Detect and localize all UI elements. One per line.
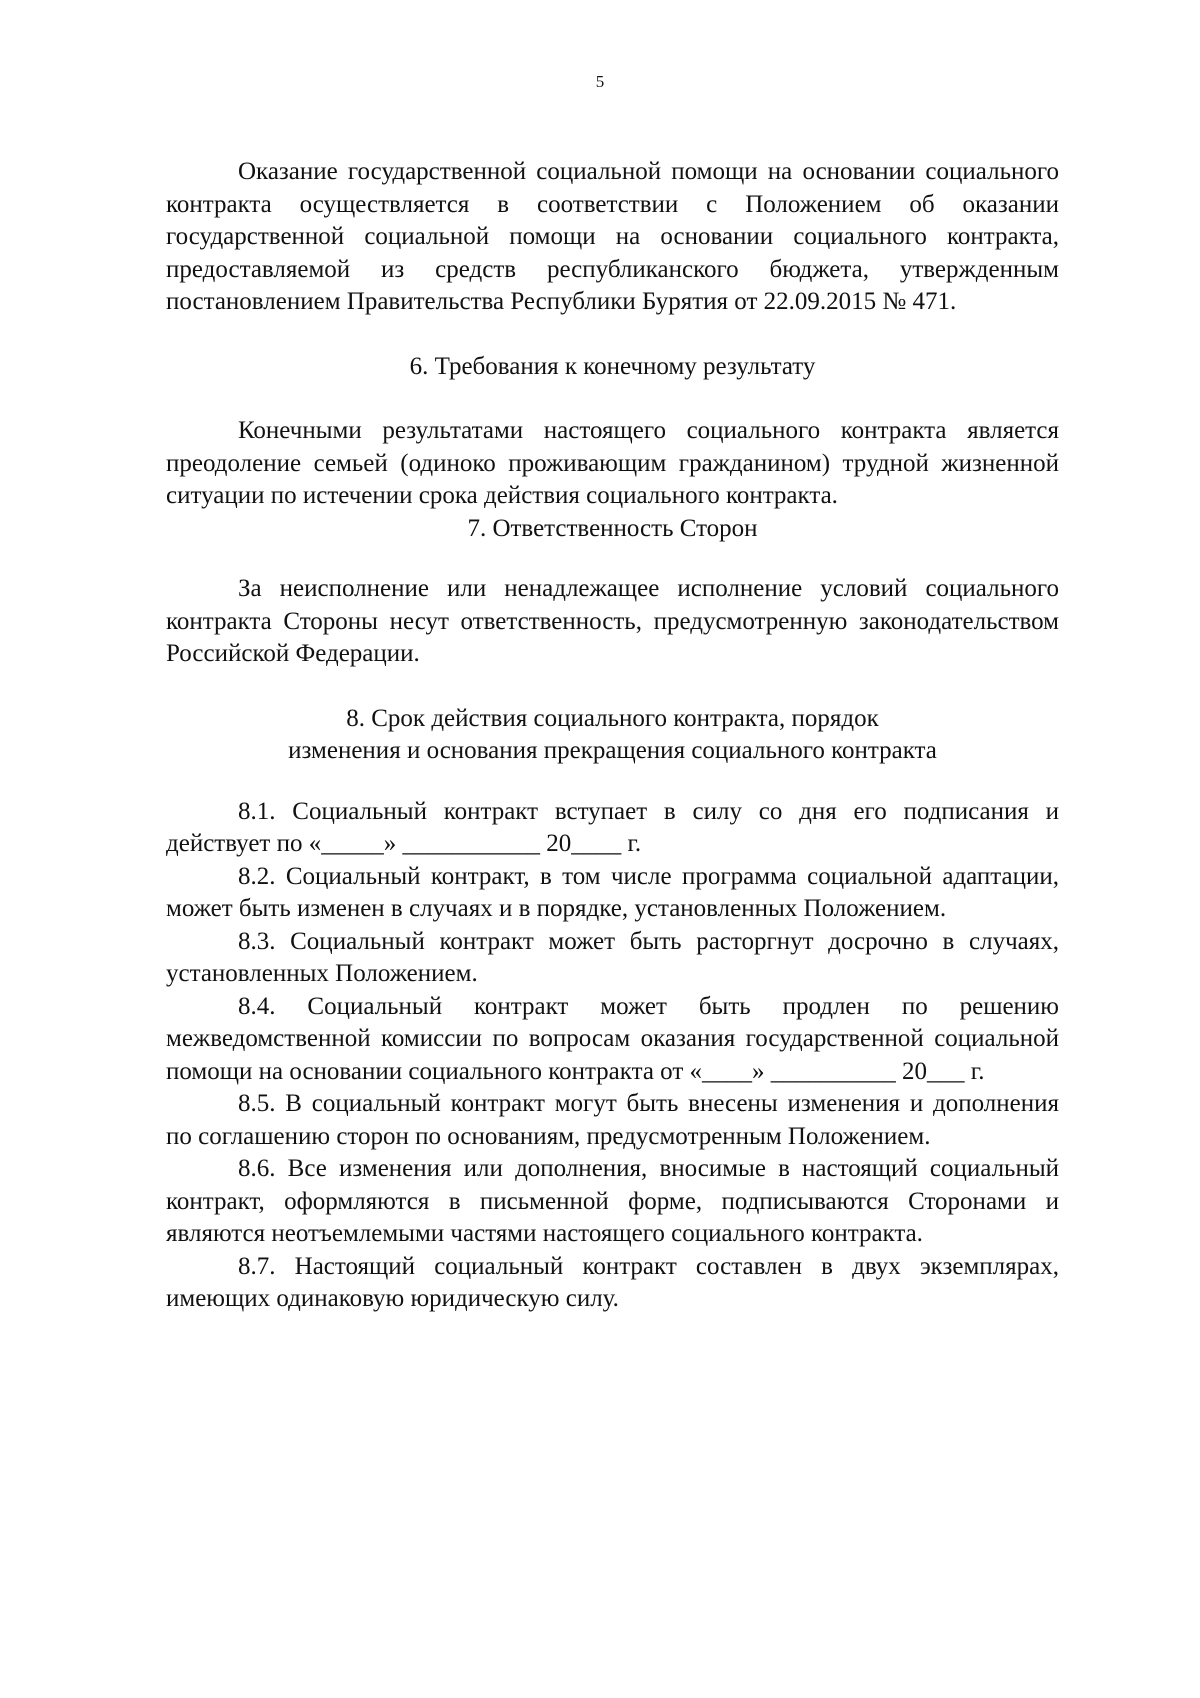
intro-paragraph: Оказание государственной социальной помощи на основании социального контракта осуществляется в соответствии с Положением об оказании государственной социальной помощи на основании социального контракта, предоставляемой из средств республиканского бюджета, утвержденным постановлением Правительства Республики Бурятия от 22.09.2015 № 471. xyxy=(166,158,1059,315)
document-body xyxy=(166,156,1059,1316)
clause-8-3: 8.3. Социальный контракт может быть расторгнут досрочно в случаях, установленных Положением. xyxy=(166,927,1059,987)
clause-8-5: 8.5. В социальный контракт могут быть внесены изменения и дополнения по соглашению сторон по основаниям, предусмотренным Положением. xyxy=(166,1090,1059,1150)
clause-8-1: 8.1. Социальный контракт вступает в силу со дня его подписания и действует по «_____» ___________ 20____ г. xyxy=(166,797,1059,857)
clause-8-7: 8.7. Настоящий социальный контракт составлен в двух экземплярах, имеющих одинаковую юридическую силу. xyxy=(166,1252,1059,1312)
clause-8-4: 8.4. Социальный контракт может быть продлен по решению межведомственной комиссии по вопросам оказания государственной социальной помощи на основании социального контракта от «____» __________ 20___ г. xyxy=(166,992,1059,1085)
section-7-heading: 7. Ответственность Сторон xyxy=(467,514,758,542)
page-number: 5 xyxy=(595,72,605,91)
section-6-heading: 6. Требования к конечному результату xyxy=(409,352,816,380)
clause-8-2: 8.2. Социальный контракт, в том числе программа социальной адаптации, может быть изменен в случаях и в порядке, установленных Положением. xyxy=(166,862,1059,922)
section-8-heading-line-1: 8. Срок действия социального контракта, порядок xyxy=(346,704,879,732)
section-7-paragraph: За неисполнение или ненадлежащее исполнение условий социального контракта Стороны несут ответственность, предусмотренную законодательством Российской Федерации. xyxy=(166,575,1059,667)
section-8-heading xyxy=(166,703,1059,768)
clause-8-6: 8.6. Все изменения или дополнения, вносимые в настоящий социальный контракт, оформляются в письменной форме, подписываются Сторонами и являются неотъемлемыми частями настоящего социального контракта. xyxy=(166,1155,1059,1247)
section-8-heading-line-2: изменения и основания прекращения социального контракта xyxy=(288,737,937,764)
section-6-paragraph: Конечными результатами настоящего социального контракта является преодоление семьей (одиноко проживающим гражданином) трудной жизненной ситуации по истечении срока действия социального контракта. xyxy=(166,417,1059,509)
